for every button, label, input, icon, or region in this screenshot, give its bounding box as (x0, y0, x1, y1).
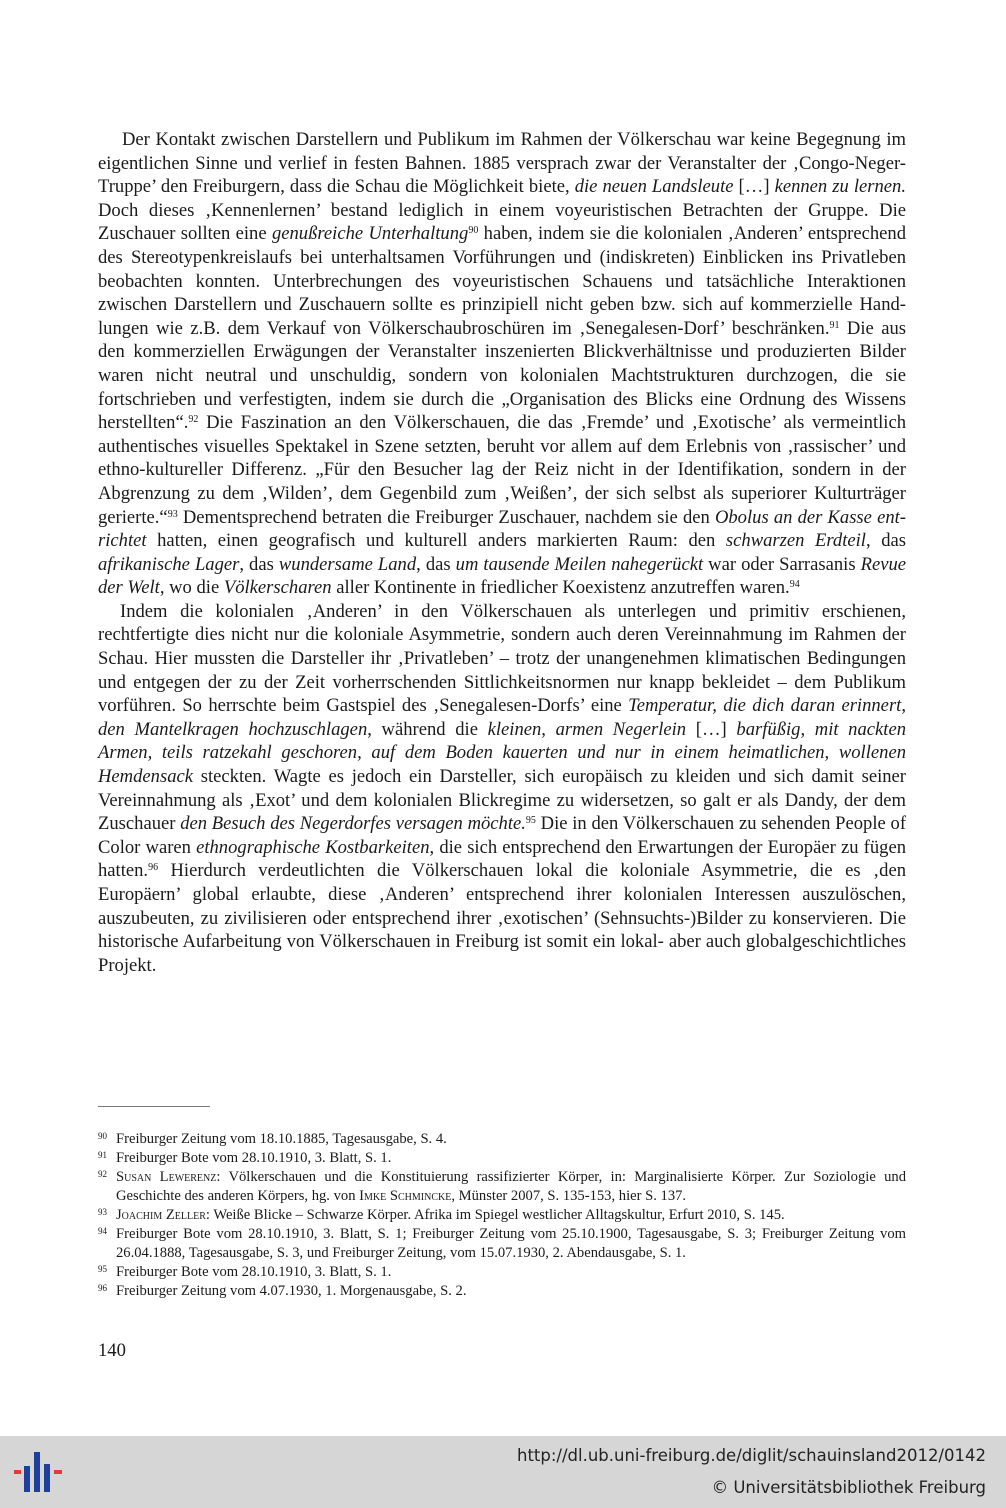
footnote-text: Freiburger Bote vom 28.10.1910, 3. Blatt, S. 1. (116, 1150, 392, 1166)
footnote-number: 94 (98, 1226, 107, 1236)
text-run: , das (416, 553, 456, 575)
text-run: , das (239, 553, 279, 575)
italic-quote: kennen zu lernen. (774, 176, 906, 198)
italic-quote: kleinen, armen Negerlein (487, 718, 687, 740)
footnote-ref: 95 (525, 815, 536, 827)
italic-quote: barfüßig, mit nackten Armen, teils ratzekahl geschoren, auf dem Boden kauerten und nur in einem heimatlichen, wollenen Hemdensack (98, 718, 907, 788)
paragraph-2 (98, 600, 906, 978)
italic-quote: den Besuch des Negerdorfes versagen möchte. (180, 813, 526, 835)
footnote-number: 92 (98, 1169, 107, 1179)
footnote-95 (98, 1263, 906, 1282)
text-run: Indem die kolonialen ‚Anderen’ in den Völkerschauen als unterlegen und primitiv erschienen, rechtfertigte dies nicht nur die koloniale Asymmetrie, sondern auch deren Vereinnahmung im Rahmen der Schau. Hier mussten die Darsteller ihr ‚Privatleben’ – trotz der unangenehmen klimatischen Bedingungen und entgegen der zu der Zeit vorherrschenden Sittlichkeitsnormen nur knapp bekleidet – dem Publikum vorführen. So herrschte beim Gastspiel des ‚Senegalesen-Dorfs’ eine (98, 600, 906, 717)
text-run: Hierdurch verdeutlichten die Völkerschauen lokal die koloniale Asymmetrie, die es ‚den Europäern’ global erlaubte, diese ‚Anderen’ entsprechend ihrer kolonialen Interessen auszulöschen, auszubeuten, zu zivilisieren oder entsprechend ihrer ‚exotischen’ (Sehnsuchts-)Bilder zu konservieren. Die historische Aufarbeitung von Völkerschauen in Freiburg ist somit ein lokal- aber auch globalgeschichtliches Projekt. (98, 860, 906, 976)
footnote-ref: 90 (468, 225, 479, 237)
author-name: Susan Lewerenz (116, 1169, 217, 1185)
page-number: 140 (98, 1340, 126, 1361)
footnote-text: : Völkerschauen und die Konstituierung rassifizierter Körper, in: Marginalisierte Körper. Zur Soziologie und Geschichte des anderen Körpers, hg. von (116, 1169, 907, 1204)
text-run: , während die (367, 718, 488, 740)
italic-quote: schwarzen Erdteil (725, 530, 866, 552)
italic-quote: ethnographische Kostbarkeiten (196, 836, 430, 858)
text-run: Die Faszination an den Völkerschauen, die das ‚Fremde’ und ‚Exotische’ als vermeintlich authentisches visuelles Spektakel in Szene setzten, beruht vor allem auf dem Erlebnis von ‚rassischer’ und ethno-kultureller Differenz. „Für den Besucher lag der Reiz nicht in der Identifikation, sondern in der Abgrenzung zu dem ‚Wilden’, dem Gegenbild zum ‚Weißen’, der sich selbst als superiorer Kulturträger gerierte.“ (98, 412, 906, 528)
footnote-text: Freiburger Zeitung vom 18.10.1885, Tagesausgabe, S. 4. (116, 1131, 447, 1147)
footnote-91 (98, 1149, 906, 1168)
footnote-number: 90 (98, 1131, 107, 1141)
text-run: , das (865, 530, 907, 552)
italic-quote: um tausende Meilen nahegerückt (455, 553, 704, 575)
footnote-92 (98, 1168, 906, 1206)
text-run: hatten, einen geografisch und kulturell anders markierten Raum: den (146, 530, 726, 552)
footnote-number: 96 (98, 1283, 107, 1293)
text-run: steckten. Wagte es jedoch ein Darsteller, sich europäisch zu kleiden und sich damit seiner Vereinnahmung als ‚Exot’ und dem kolonialen Blickregime zu widersetzen, so galt er als Dandy, der dem Zuschauer (98, 766, 906, 835)
footnote-text: : Weiße Blicke – Schwarze Körper. Afrika im Spiegel westlicher Alltagskultur, Erfurt 2010, S. 145. (205, 1207, 785, 1223)
footnote-94 (98, 1225, 906, 1263)
footnote-number: 91 (98, 1150, 107, 1160)
body-text (98, 128, 906, 977)
italic-quote: Revue der Welt (98, 553, 907, 599)
ub-freiburg-logo-icon (12, 1446, 64, 1498)
text-run: , wo die (159, 577, 224, 599)
text-run: Der Kontakt zwischen Darstellern und Publikum im Rahmen der Völkerschau war keine Begegnung im eigentlichen Sinne und verlief in festen Bahnen. 1885 versprach zwar der Veranstalter der ‚Congo-Neger-Truppe’ den Freiburgern, dass die Schau die Möglichkeit biete, (98, 129, 906, 198)
copyright-text: © Universitätsbibliothek Freiburg (711, 1478, 986, 1497)
italic-quote: Obolus an der Kasse entrichtet (98, 506, 906, 552)
footnote-ref: 94 (789, 579, 800, 591)
footnote-ref: 91 (829, 319, 840, 331)
text-run: […] (733, 176, 775, 198)
footnote-93 (98, 1206, 906, 1225)
text-run: Doch dieses ‚Kennenlernen’ bestand lediglich in einem voyeuristischen Betrachten der Gruppe. Die Zuschauer sollten eine (98, 199, 906, 245)
text-run: haben, indem sie die kolonialen ‚Anderen’ entsprechend des Stereotypenkreislaufs bei unterhaltsamen Vorführungen und (indiskreten) Einblicken ins Privatleben beobachten konnten. Unterbrechungen des voyeuristischen Schauens und tatsächliche Interaktionen zwischen Darstellern und Zuschauern sollte es prinzipiell nicht geben bzw. sich auf kommerzielle Handlungen wie z.B. dem Verkauf von Völkerschaubroschüren im ‚Senegalesen-Dorf’ beschränken. (98, 223, 907, 339)
text-run: Die in den Völkerschauen zu sehenden People of Color waren (98, 813, 907, 858)
footnote-90 (98, 1130, 906, 1149)
author-name: Joachim Zeller (116, 1207, 206, 1223)
footnote-text: Freiburger Bote vom 28.10.1910, 3. Blatt, S. 1. (116, 1264, 392, 1280)
footnote-number: 95 (98, 1264, 107, 1274)
footnote-text: Freiburger Bote vom 28.10.1910, 3. Blatt, S. 1; Freiburger Zeitung vom 25.10.1900, Tagesausgabe, S. 3; Freiburger Zeitung vom 26.04.1888, Tagesausgabe, S. 3, und Freiburger Zeitung, vom 15.07.1930, 2. Abendausgabe, S. 1. (116, 1226, 906, 1261)
footnote-ref: 92 (188, 413, 199, 425)
footer-bar (0, 1436, 1006, 1508)
italic-quote: wundersame Land (278, 553, 417, 575)
footnote-ref: 93 (167, 508, 178, 520)
footnote-divider (98, 1106, 210, 1107)
text-run: war oder Sarrasanis (703, 553, 861, 575)
italic-quote: afrikanische Lager (98, 553, 240, 575)
paragraph-1 (98, 128, 906, 600)
italic-quote: Völkerscharen (223, 577, 332, 599)
text-run: […] (686, 718, 737, 740)
text-run: Dementsprechend betraten die Freiburger Zuschauer, nachdem sie den (177, 506, 715, 528)
footnote-ref: 96 (148, 862, 159, 874)
footnotes (98, 1130, 906, 1301)
italic-quote: genußreiche Unterhaltung (271, 223, 469, 245)
text-run: aller Kontinente in friedlicher Koexistenz anzutreffen waren. (331, 577, 790, 599)
footnote-96 (98, 1282, 906, 1301)
footnote-text: , Münster 2007, S. 135-153, hier S. 137. (451, 1188, 687, 1204)
italic-quote: die neuen Landsleute (574, 176, 734, 198)
document-url-link[interactable]: http://dl.ub.uni-freiburg.de/diglit/schauinsland2012/0142 (516, 1446, 986, 1465)
text-run: Die aus den kommerziellen Erwägungen der Veranstalter inszenierten Blickverhältnisse und produzierten Bilder waren nicht neutral und unschuldig, sondern von kolonialen Machtstrukturen durchzogen, die sie fortschrieben und verfestigten, indem sie durch die „Organisation des Blicks eine Ordnung des Wissens herstellten“. (98, 317, 907, 434)
footnote-number: 93 (98, 1207, 107, 1217)
footnote-text: Freiburger Zeitung vom 4.07.1930, 1. Morgenausgabe, S. 2. (116, 1283, 467, 1299)
editor-name: Imke Schmincke (359, 1188, 452, 1204)
text-run: , die sich entsprechend den Erwartungen der Europäer zu fügen hatten. (98, 836, 906, 882)
italic-quote: Temperatur, die dich daran erinnert, den Mantelkragen hochzuschlagen (98, 695, 906, 740)
